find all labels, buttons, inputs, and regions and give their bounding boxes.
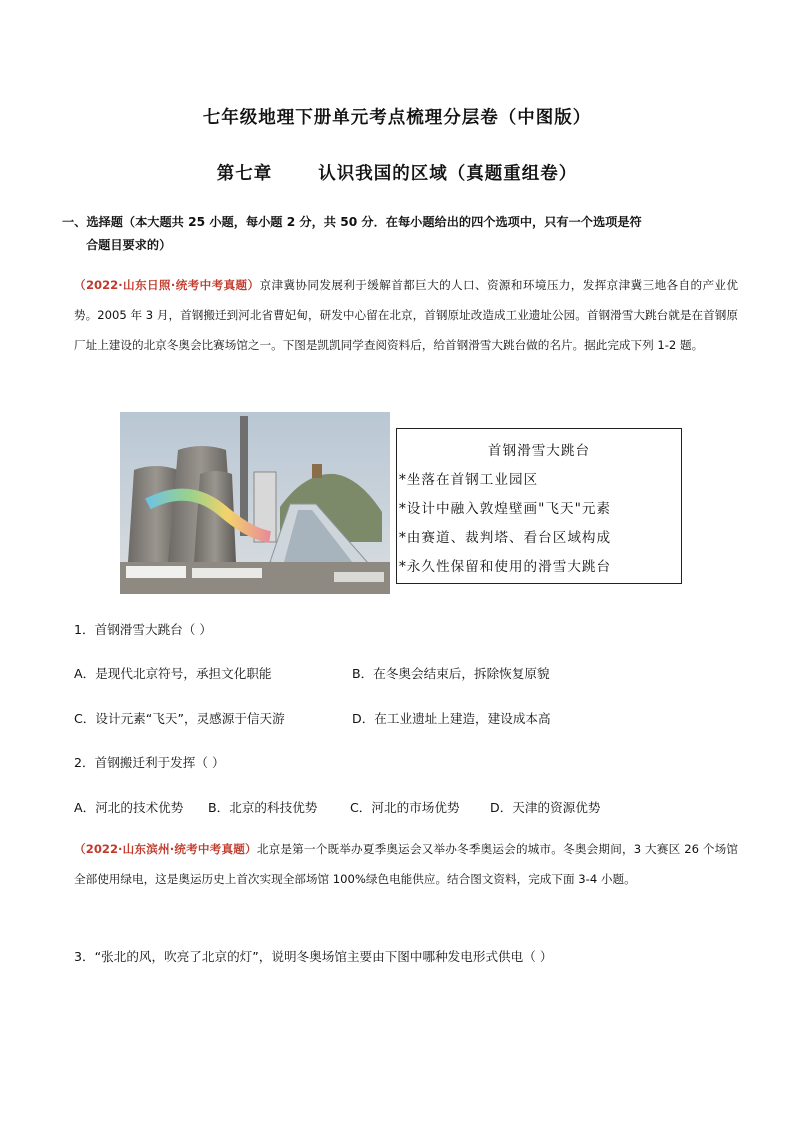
chapter-subtitle bbox=[0, 160, 794, 185]
page-title: 七年级地理下册单元考点梳理分层卷（中图版） bbox=[202, 108, 592, 128]
passage-1-text: 京津冀协同发展利于缓解首都巨大的人口、资源和环境压力，发挥京津冀三地各自的产业优势。2005 年 3 月，首钢搬迁到河北省曹妃甸，研发中心留在北京，首钢原址改造成工业遗址公园。首钢滑雪大跳台就是在首钢原厂址上建设的北京冬奥会比赛场馆之一。下图是凯凯同学查阅资料后，给首钢滑雪大跳台做的名片。据此完成下列 1-2 题。 bbox=[74, 278, 738, 352]
name-card-item: *由赛道、裁判塔、看台区域构成 bbox=[399, 530, 612, 546]
name-card-item: *设计中融入敦煌壁画"飞天"元素 bbox=[399, 501, 612, 517]
section-heading-line2: 合题目要求的） bbox=[86, 238, 172, 252]
section-heading bbox=[62, 211, 742, 257]
question-2-option-b: B．北京的科技优势 bbox=[208, 800, 318, 815]
name-card bbox=[396, 428, 682, 584]
question-2-option-a: A．河北的技术优势 bbox=[74, 800, 184, 815]
question-1-option-d: D．在工业遗址上建造，建设成本高 bbox=[352, 711, 551, 726]
passage-1-source: （2022·山东日照·统考中考真题） bbox=[74, 278, 260, 292]
name-card-item: *坐落在首钢工业园区 bbox=[399, 472, 539, 488]
question-2-stem: 2．首钢搬迁利于发挥（ ） bbox=[74, 755, 225, 770]
passage-2-source: （2022·山东滨州·统考中考真题） bbox=[74, 842, 257, 856]
ski-jump-photo bbox=[120, 412, 390, 594]
question-2-option-d: D．天津的资源优势 bbox=[490, 800, 601, 815]
question-1-option-b: B．在冬奥会结束后，拆除恢复原貌 bbox=[352, 666, 550, 681]
chapter-name: 认识我国的区域（真题重组卷） bbox=[318, 164, 578, 184]
question-3-stem: 3．“张北的风，吹亮了北京的灯”，说明冬奥场馆主要由下图中哪种发电形式供电（ ） bbox=[74, 949, 553, 964]
question-1-option-c: C．设计元素“飞天”，灵感源于信天游 bbox=[74, 711, 285, 726]
passage-1 bbox=[74, 270, 738, 360]
section-heading-line1: 一、选择题（本大题共 25 小题，每小题 2 分，共 50 分．在每小题给出的四个选项中，只有一个选项是符 bbox=[62, 215, 642, 229]
passage-2-text: 北京是第一个既举办夏季奥运会又举办冬季奥运会的城市。冬奥会期间，3 大赛区 26 个场馆全部使用绿电，这是奥运历史上首次实现全部场馆 100%绿色电能供应。结合图文资料，完成下面 3-4 小题。 bbox=[74, 842, 738, 886]
question-1-option-a: A．是现代北京符号，承担文化职能 bbox=[74, 666, 272, 681]
question-2-option-c: C．河北的市场优势 bbox=[350, 800, 460, 815]
name-card-item: *永久性保留和使用的滑雪大跳台 bbox=[399, 559, 612, 575]
chapter-number: 第七章 bbox=[216, 164, 273, 184]
passage-2 bbox=[74, 834, 738, 894]
name-card-title: 首钢滑雪大跳台 bbox=[487, 443, 591, 459]
question-1-stem: 1．首钢滑雪大跳台（ ） bbox=[74, 622, 212, 637]
